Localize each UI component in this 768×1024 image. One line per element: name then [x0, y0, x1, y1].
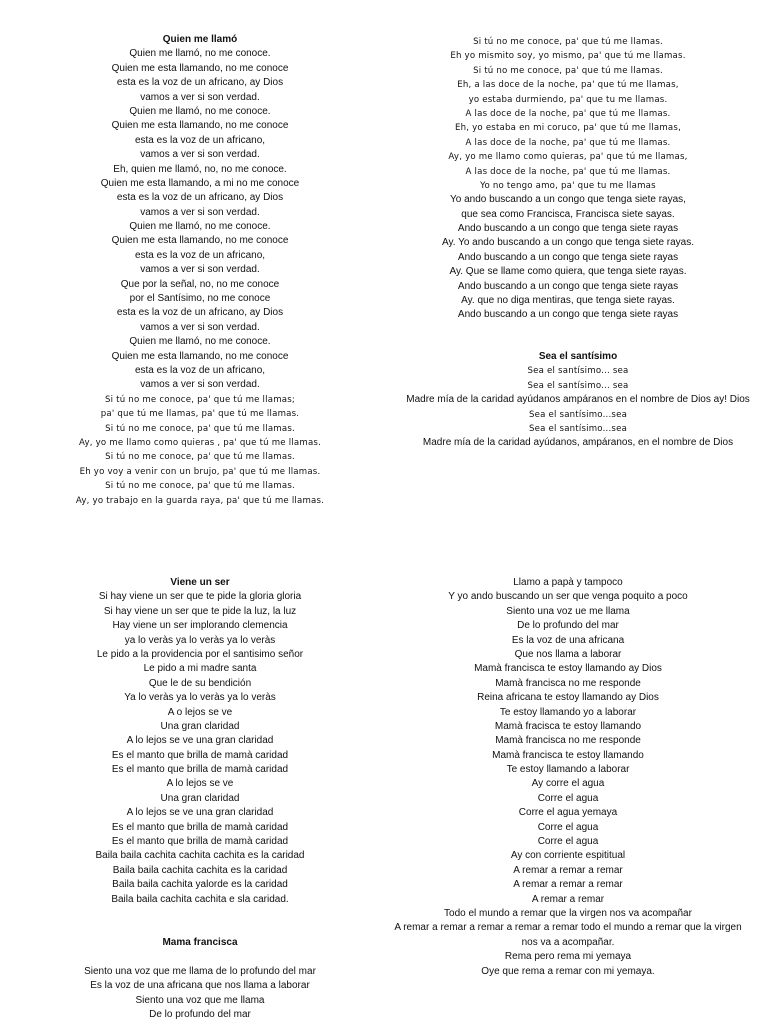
lyric-line: Es el manto que brilla de mamà caridad — [111, 821, 289, 833]
lyric-line: Siento una voz que me llama de lo profundo del mar — [84, 965, 316, 977]
lyric-line: Quien me llamó, no me conoce. — [129, 48, 271, 60]
song-title: Quien me llamó — [162, 34, 238, 45]
lyric-line: Corre el agua — [537, 836, 599, 848]
lyric-line: Quien me llamó, no me conoce. — [129, 105, 271, 117]
song-quien-me-llamo — [20, 33, 380, 508]
lyric-line: Ay. Que se llame como quiera, que tenga siete rayas. — [449, 266, 687, 278]
lyric-line: Sea el santísimo...sea — [528, 409, 628, 420]
song-si-tu-no-me-conoce — [388, 35, 748, 323]
lyric-line: que sea como Francisca, Francisca siete sayas. — [461, 208, 675, 220]
lyric-line: Hay viene un ser implorando clemencia — [112, 620, 288, 632]
lyric-line: Y yo ando buscando un ser que venga poquito a poco — [448, 591, 688, 603]
lyric-line: Quien me llamó, no me conoce. — [129, 221, 271, 233]
lyric-line: Que nos llama a laborar — [514, 648, 622, 660]
lyric-line: A remar a remar a remar — [513, 879, 623, 891]
lyric-line: Quien me esta llamando, no me conoce — [111, 235, 289, 247]
spacer — [20, 950, 380, 964]
lyric-line: A remar a remar — [531, 893, 605, 905]
lyric-line: A las doce de la noche, pa' que tú me llamas. — [465, 137, 671, 148]
lyric-line: A remar a remar a remar — [513, 864, 623, 876]
lyric-line: Es el manto que brilla de mamà caridad — [111, 749, 289, 761]
lyric-line: Una gran claridad — [160, 720, 240, 732]
lyric-line: Madre mía de la caridad ayúdanos, ampáranos, en el nombre de Dios — [422, 437, 734, 449]
lyric-line: Es el manto que brilla de mamà caridad — [111, 836, 289, 848]
lyric-line: nos va a acompañar. — [521, 936, 615, 948]
lyric-line: Te estoy llamando yo a laborar — [499, 706, 637, 718]
lyric-line: Siento una voz ue me llama — [506, 605, 630, 617]
lyric-line: Si tú no me conoce, pa' que tú me llamas. — [105, 423, 295, 434]
lyric-line: Es la voz de una africana que nos llama a laborar — [90, 980, 310, 992]
lyric-line: Quien me esta llamando, a mi no me conoce — [100, 177, 300, 189]
lyric-line: Yo no tengo amo, pa' que tu me llamas — [480, 180, 656, 191]
lyric-line: Que por la señal, no, no me conoce — [120, 278, 280, 290]
lyric-line: Eh, a las doce de la noche, pa' que tú me llamas, — [457, 80, 679, 91]
lyric-line: Oye que rema a remar con mi yemaya. — [481, 965, 655, 977]
lyric-line: Le pido a la providencia por el santisimo señor — [96, 648, 304, 660]
lyric-line: esta es la voz de un africano, ay Dios — [116, 192, 284, 204]
lyric-line: Ay corre el agua — [531, 778, 605, 790]
lyric-line: Ando buscando a un congo que tenga siete rayas — [457, 280, 679, 292]
lyric-line: Si hay viene un ser que te pide la gloria gloria — [98, 591, 302, 603]
lyric-line: Le pido a mi madre santa — [143, 663, 257, 675]
lyric-line: A las doce de la noche, pa' que tú me llamas. — [465, 166, 671, 177]
lyric-line: vamos a ver si son verdad. — [140, 264, 260, 276]
lyric-line: A las doce de la noche, pa' que tú me llamas. — [465, 108, 671, 119]
song-mama-francisca — [20, 936, 380, 1022]
lyric-line: Ando buscando a un congo que tenga siete rayas — [457, 223, 679, 235]
lyric-line: Mamà francisca no me responde — [495, 677, 641, 689]
lyric-line: Sea el santísimo... sea — [527, 366, 629, 377]
lyric-line: Sea el santísimo... sea — [527, 380, 629, 391]
lyric-line: Baila baila cachita cachita cachita es la caridad — [95, 850, 305, 862]
lyric-line: A lo lejos se ve una gran claridad — [126, 807, 274, 819]
song-viene-un-ser — [20, 576, 380, 907]
lyric-line: esta es la voz de un africano, — [134, 134, 266, 146]
song-title: Mama francisca — [162, 937, 238, 948]
lyric-line: Yo ando buscando a un congo que tenga siete rayas, — [450, 194, 686, 206]
lyric-line: Baila baila cachita yalorde es la caridad — [112, 879, 288, 891]
lyric-line: Quien me esta llamando, no me conoce — [111, 120, 289, 132]
lyric-line: De lo profundo del mar — [517, 620, 619, 632]
lyric-line: Baila baila cachita cachita es la caridad — [112, 864, 288, 876]
lyric-line: Eh, quien me llamó, no, no me conoce. — [113, 163, 287, 175]
lyric-line: A remar a remar a remar a remar a remar todo el mundo a remar que la virgen — [394, 922, 742, 934]
lyric-line: A o lejos se ve — [167, 706, 233, 718]
lyric-line: Mamà francisca te estoy llamando ay Dios — [474, 663, 662, 675]
lyric-line: Una gran claridad — [160, 792, 240, 804]
lyric-line: Mamà francisca no me responde — [495, 735, 641, 747]
song-title: Sea el santísimo — [538, 351, 618, 362]
lyric-line: Ay, yo me llamo como quieras, pa' que tú me llamas, — [448, 152, 688, 163]
lyric-line: Quien me esta llamando, no me conoce — [111, 350, 289, 362]
lyric-line: Mamà fracisca te estoy llamando — [494, 720, 642, 732]
lyric-line: Corre el agua — [537, 792, 599, 804]
song-title: Viene un ser — [170, 577, 230, 588]
lyric-line: Todo el mundo a remar que la virgen nos va acompañar — [444, 907, 692, 919]
lyric-line: Ay. que no diga mentiras, que tenga siete rayas. — [461, 295, 675, 307]
lyric-line: Ay con corriente espititual — [510, 850, 626, 862]
lyric-line: vamos a ver si son verdad. — [140, 321, 260, 333]
lyric-line: Eh, yo estaba en mi coruco, pa' que tú me llamas, — [455, 123, 681, 134]
lyric-line: Eh yo voy a venir con un brujo, pa' que tú me llamas. — [79, 466, 321, 477]
lyric-line: Siento una voz que me llama — [135, 994, 265, 1006]
lyric-line: Te estoy llamando a laborar — [506, 764, 630, 776]
lyric-line: Ya lo veràs ya lo veràs ya lo veràs — [124, 692, 276, 704]
lyric-line: Rema pero rema mi yemaya — [504, 951, 632, 963]
lyric-line: Baila baila cachita cachita e sla caridad. — [111, 893, 289, 905]
lyric-line: Ay, yo trabajo en la guarda raya, pa' que tú me llamas. — [75, 495, 325, 506]
lyric-line: Quien me esta llamando, no me conoce — [111, 62, 289, 74]
lyric-line: yo estaba durmiendo, pa' que tu me llamas. — [468, 94, 668, 105]
lyric-line: A lo lejos se ve — [166, 778, 234, 790]
lyric-line: Ay, yo me llamo como quieras , pa' que tú me llamas. — [78, 437, 322, 448]
lyric-line: Si hay viene un ser que te pide la luz, la luz — [103, 605, 297, 617]
lyric-line: Madre mía de la caridad ayúdanos ampáranos en el nombre de Dios ay! Dios — [406, 394, 750, 406]
lyric-line: Si tú no me conoce, pa' que tú me llamas. — [473, 37, 663, 47]
lyric-line: por el Santísimo, no me conoce — [129, 293, 271, 305]
song-sea-el-santisimo — [388, 350, 768, 451]
lyric-line: Ay. Yo ando buscando a un congo que tenga siete rayas. — [441, 237, 695, 249]
lyric-line: A lo lejos se ve una gran claridad — [126, 735, 274, 747]
lyric-line: ya lo veràs ya lo veràs ya lo veràs — [124, 634, 276, 646]
lyric-line: esta es la voz de un africano, — [134, 364, 266, 376]
song-llamo-a-papa — [388, 576, 748, 979]
lyric-line: De lo profundo del mar — [149, 1008, 251, 1020]
lyric-line: Si tú no me conoce, pa' que tú me llamas. — [473, 65, 663, 76]
lyric-line: esta es la voz de un africano, ay Dios — [116, 77, 284, 89]
lyric-line: vamos a ver si son verdad. — [140, 379, 260, 391]
lyric-line: Si tú no me conoce, pa' que tú me llamas. — [105, 481, 295, 492]
lyric-line: Reina africana te estoy llamando ay Dios — [477, 692, 659, 704]
lyric-line: Es la voz de una africana — [511, 634, 625, 646]
lyric-line: Eh yo mismito soy, yo mismo, pa' que tú me llamas. — [450, 51, 686, 62]
lyric-line: Corre el agua yemaya — [518, 807, 618, 819]
lyric-line: Corre el agua — [537, 821, 599, 833]
lyric-line: Quien me llamó, no me conoce. — [129, 336, 271, 348]
lyric-line: Mamà francisca te estoy llamando — [492, 749, 644, 761]
lyric-line: vamos a ver si son verdad. — [140, 206, 260, 218]
lyric-line: Ando buscando a un congo que tenga siete rayas — [457, 251, 679, 263]
lyric-line: Sea el santísimo...sea — [528, 423, 628, 434]
lyric-line: esta es la voz de un africano, — [134, 249, 266, 261]
lyric-line: Llamo a papà y tampoco — [513, 577, 623, 588]
lyric-line: Es el manto que brilla de mamà caridad — [111, 764, 289, 776]
lyric-line: vamos a ver si son verdad. — [140, 149, 260, 161]
lyric-line: pa' que tú me llamas, pa' que tú me llamas. — [100, 409, 300, 420]
lyric-line: Que le de su bendición — [148, 677, 252, 689]
lyric-line: Si tú no me conoce, pa' que tú me llamas; — [104, 394, 296, 405]
lyric-line: Ando buscando a un congo que tenga siete rayas — [457, 309, 679, 321]
lyric-line: esta es la voz de un africano, ay Dios — [116, 307, 284, 319]
lyric-line: Si tú no me conoce, pa' que tú me llamas. — [105, 452, 295, 463]
lyric-line: vamos a ver si son verdad. — [140, 91, 260, 103]
